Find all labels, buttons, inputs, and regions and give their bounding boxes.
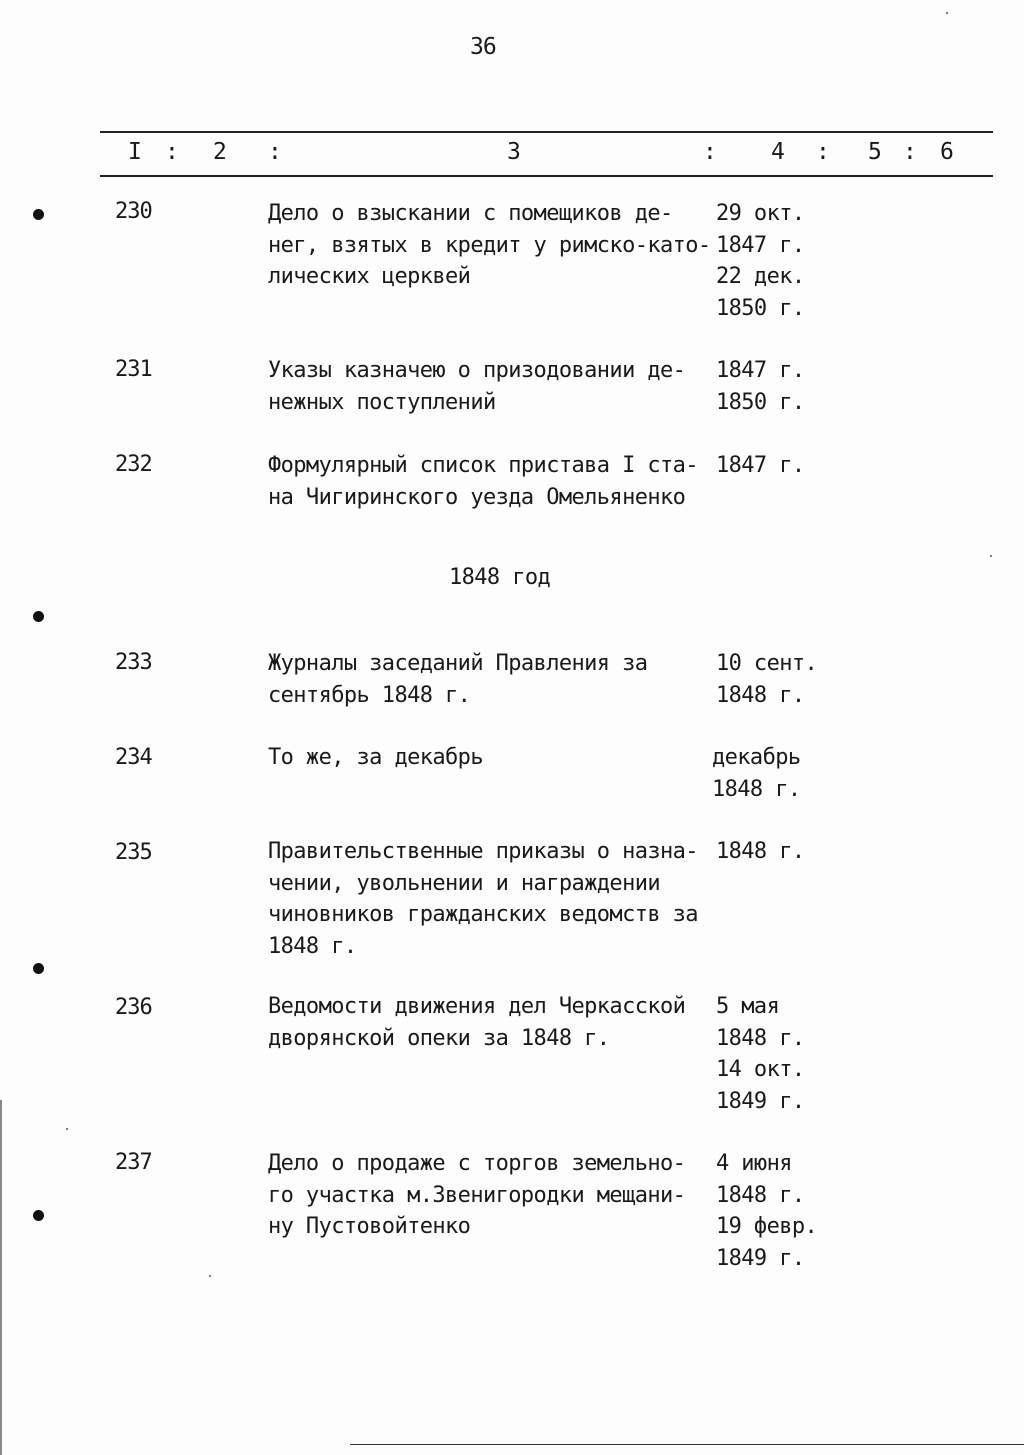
header-col-5: 5	[868, 139, 882, 165]
entry-date: 10 сент. 1848 г.	[716, 651, 818, 708]
entry-number: 231	[115, 357, 152, 382]
entry-number: 236	[115, 995, 152, 1020]
header-sep: :	[703, 139, 717, 165]
entry-date: 29 окт. 1847 г. 22 дек. 1850 г.	[716, 201, 805, 321]
entry-number: 233	[115, 650, 152, 675]
entry-number: 230	[115, 199, 152, 224]
scan-speck	[990, 555, 992, 557]
left-edge-shadow	[0, 1100, 2, 1455]
entry-date: 1848 г.	[716, 839, 805, 864]
header-col-4: 4	[771, 139, 785, 165]
header-sep: :	[268, 139, 282, 165]
header-rule-bottom	[100, 175, 993, 177]
binder-hole	[33, 1210, 44, 1221]
binder-hole	[33, 963, 44, 974]
header-col-2: 2	[213, 139, 227, 165]
header-col-3: 3	[507, 139, 521, 165]
entry-date: 1847 г. 1850 г.	[716, 358, 805, 415]
entry-title: Правительственные приказы о назна- чении, увольнении и награждении чиновников гражданских ведомств за 1848 г.	[268, 839, 698, 959]
entry-title: Ведомости движения дел Черкасской дворянской опеки за 1848 г.	[268, 994, 686, 1051]
scan-speck	[946, 12, 948, 14]
header-col-6: 6	[940, 139, 954, 165]
header-sep: :	[903, 139, 917, 165]
entry-title: Указы казначею о призодовании де- нежных поступлений	[268, 358, 686, 415]
entry-title: То же, за декабрь	[268, 745, 483, 770]
entry-date: 4 июня 1848 г. 19 февр. 1849 г.	[716, 1151, 818, 1271]
entry-title: Формулярный список пристава I ста- на Чигиринского уезда Омельяненко	[268, 453, 698, 510]
entry-number: 234	[115, 745, 152, 770]
entry-title: Журналы заседаний Правления за сентябрь 1848 г.	[268, 651, 648, 708]
page-number: 36	[470, 34, 496, 60]
header-sep: :	[816, 139, 830, 165]
header-rule-top	[100, 131, 993, 133]
entry-number: 237	[115, 1150, 152, 1175]
entry-date: 1847 г.	[716, 453, 805, 478]
entry-date: 5 мая 1848 г. 14 окт. 1849 г.	[716, 994, 805, 1114]
scan-speck	[66, 1128, 68, 1130]
entry-number: 232	[115, 452, 152, 477]
year-heading: 1848 год	[449, 565, 551, 590]
entry-title: Дело о взыскании с помещиков де- нег, взятых в кредит у римско-като- лических церквей	[268, 201, 711, 289]
entry-title: Дело о продаже с торгов земельно- го участка м.Звенигородки мещани- ну Пустовойтенко	[268, 1151, 686, 1239]
binder-hole	[33, 209, 44, 220]
header-col-1: I	[128, 139, 142, 165]
entry-number: 235	[115, 840, 152, 865]
bottom-edge-line	[350, 1444, 1024, 1445]
entry-date: декабрь 1848 г.	[712, 745, 801, 802]
binder-hole	[33, 611, 44, 622]
header-sep: :	[165, 139, 179, 165]
scan-speck	[209, 1275, 211, 1277]
